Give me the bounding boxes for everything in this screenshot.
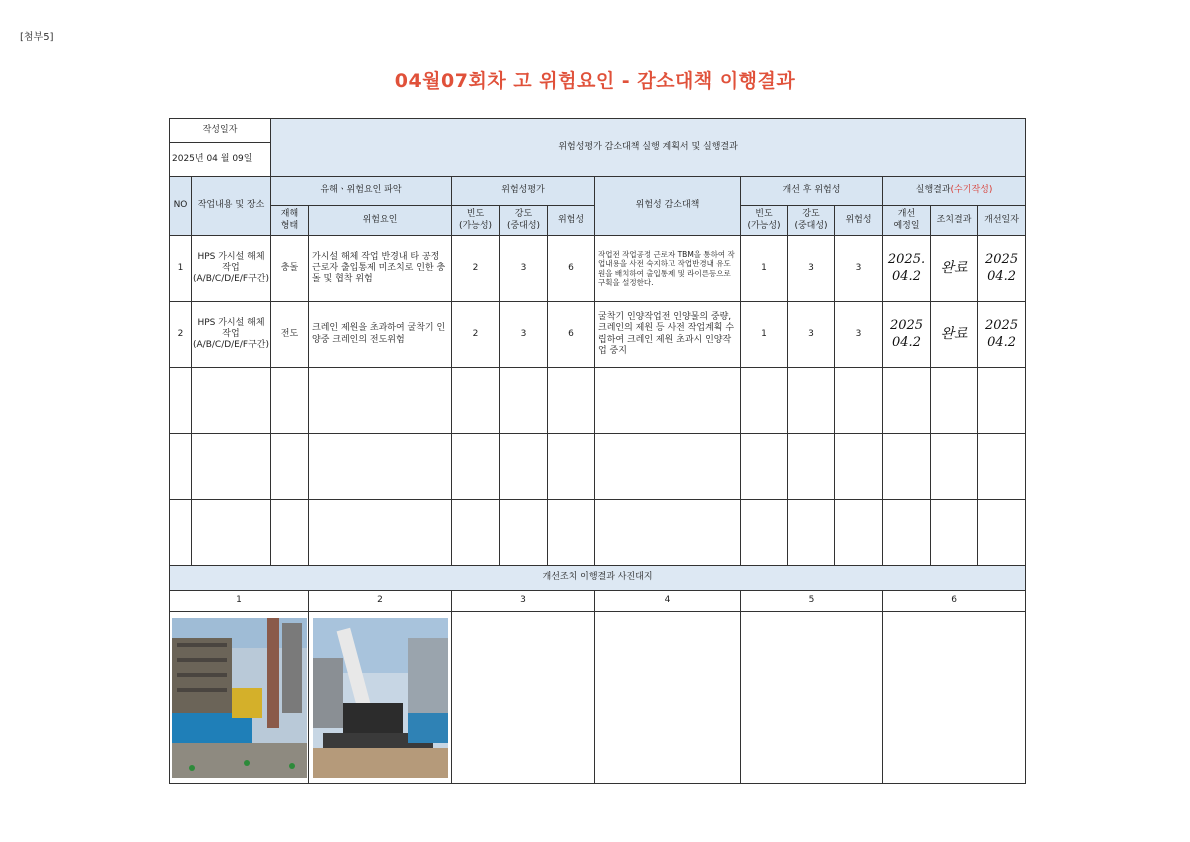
row-task: HPS 가시설 해체 작업 (A/B/C/D/E/F구간) [192, 236, 271, 302]
row-severity: 3 [500, 236, 548, 302]
table-row [170, 236, 1026, 302]
col-measure: 위험성 감소대책 [595, 177, 741, 236]
col-risk: 위험성 [548, 206, 595, 236]
result-group-label: 실행결과 [915, 185, 951, 196]
row-type: 충돌 [271, 236, 309, 302]
row-plan-date: 2025. 04.2 [883, 236, 931, 302]
table-row [170, 302, 1026, 368]
photo-number: 4 [595, 591, 741, 612]
risk-result-table [169, 118, 1026, 784]
row-hazard-factor: 크레인 제원을 초과하여 굴착기 인양중 크레인의 전도위험 [309, 302, 452, 368]
row-type: 전도 [271, 302, 309, 368]
empty-row [170, 500, 1026, 566]
row-no: 1 [170, 236, 192, 302]
photo-number: 1 [170, 591, 309, 612]
row-freq: 2 [452, 236, 500, 302]
attachment-label: [첨부5] [20, 32, 54, 43]
row-risk: 6 [548, 302, 595, 368]
row-task: HPS 가시설 해체 작업 (A/B/C/D/E/F구간) [192, 302, 271, 368]
photo-cell-5 [741, 612, 883, 784]
col-risk-eval-group: 위험성평가 [452, 177, 595, 206]
date-label: 작성일자 [170, 119, 271, 143]
row-after-risk: 3 [835, 236, 883, 302]
row-severity: 3 [500, 302, 548, 368]
col-after-severity: 강도 (중대성) [788, 206, 835, 236]
col-hazard-group: 유해ㆍ위험요인 파악 [271, 177, 452, 206]
row-after-freq: 1 [741, 236, 788, 302]
row-measure: 작업전 작업공정 근로자 TBM을 통하여 작업내용을 사전 숙지하고 작업반경내 유도원을 배치하여 출입통제 및 라이른등으로 구획을 설정한다. [595, 236, 741, 302]
col-severity: 강도 (중대성) [500, 206, 548, 236]
col-action-result: 조치결과 [931, 206, 978, 236]
row-action-result: 완료 [931, 236, 978, 302]
photo-number: 2 [309, 591, 452, 612]
col-result-group [883, 177, 1026, 206]
col-after-group: 개선 후 위험성 [741, 177, 883, 206]
col-plan-date: 개선 예정일 [883, 206, 931, 236]
row-after-severity: 3 [788, 236, 835, 302]
date-value: 2025년 04 월 09일 [170, 143, 271, 177]
construction-photo-2 [313, 618, 448, 778]
col-after-freq: 빈도 (가능성) [741, 206, 788, 236]
photo-cell-1 [170, 612, 309, 784]
photo-number: 5 [741, 591, 883, 612]
col-after-risk: 위험성 [835, 206, 883, 236]
photo-cell-4 [595, 612, 741, 784]
col-task: 작업내용 및 장소 [192, 177, 271, 236]
col-accident-type: 재해 형태 [271, 206, 309, 236]
row-risk: 6 [548, 236, 595, 302]
photo-cell-6 [883, 612, 1026, 784]
row-after-severity: 3 [788, 302, 835, 368]
photo-section-title: 개선조치 이행결과 사진대지 [170, 566, 1026, 591]
row-after-risk: 3 [835, 302, 883, 368]
row-measure: 굴착기 인양작업전 인양물의 중량, 크레인의 제원 등 사전 작업계획 수립하여 크레인 제원 초과시 인양작업 중지 [595, 302, 741, 368]
row-improve-date: 2025 04.2 [978, 236, 1026, 302]
row-hazard-factor: 가시설 해체 작업 반경내 타 공정 근로자 출입통제 미조치로 인한 충돌 및 협착 위험 [309, 236, 452, 302]
plan-title: 위험성평가 감소대책 실행 계획서 및 실행결과 [271, 119, 1026, 177]
row-freq: 2 [452, 302, 500, 368]
row-after-freq: 1 [741, 302, 788, 368]
col-no: NO [170, 177, 192, 236]
col-hazard-factor: 위험요인 [309, 206, 452, 236]
construction-photo-1 [172, 618, 307, 778]
col-improve-date: 개선일자 [978, 206, 1026, 236]
col-freq: 빈도 (가능성) [452, 206, 500, 236]
row-improve-date: 2025 04.2 [978, 302, 1026, 368]
photo-cell-2 [309, 612, 452, 784]
handwritten-note: (수기작성) [950, 185, 993, 196]
photo-number: 3 [452, 591, 595, 612]
row-plan-date: 2025 04.2 [883, 302, 931, 368]
page-title: 04월07회차 고 위험요인 - 감소대책 이행결과 [394, 70, 796, 92]
row-action-result: 완료 [931, 302, 978, 368]
row-no: 2 [170, 302, 192, 368]
empty-row [170, 368, 1026, 434]
empty-row [170, 434, 1026, 500]
photo-cell-3 [452, 612, 595, 784]
photo-number: 6 [883, 591, 1026, 612]
